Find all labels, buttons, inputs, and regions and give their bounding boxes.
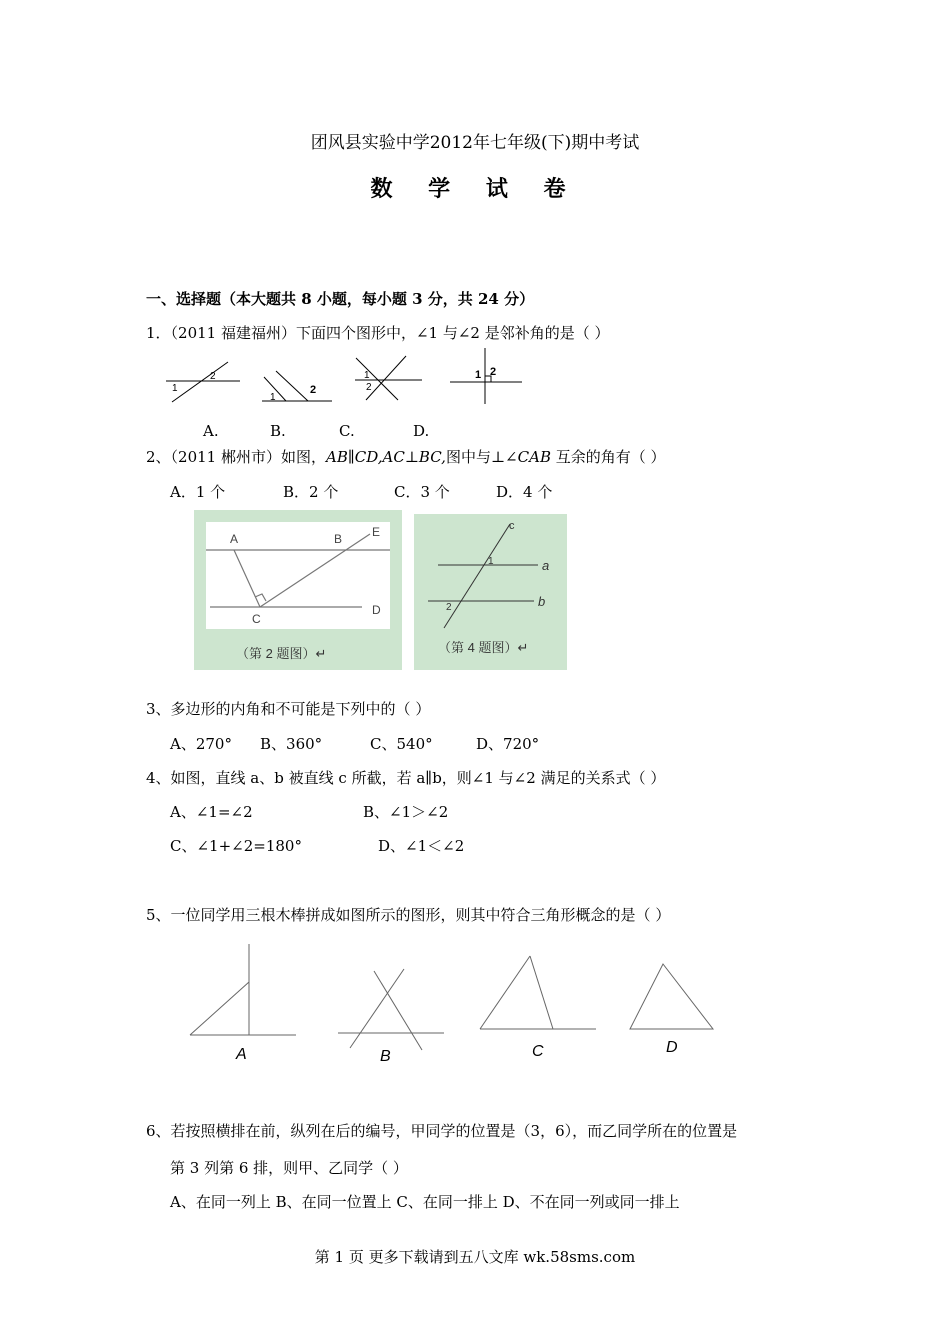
- figure-4-diagram: [414, 514, 567, 670]
- q5-label-a: A: [236, 1046, 247, 1063]
- question-3-text: 3、多边形的内角和不可能是下列中的（ ）: [146, 700, 431, 718]
- q1-a-label-1: 1: [172, 383, 178, 394]
- q3-option-d: D、720°: [476, 735, 540, 753]
- q1-c-label-2: 2: [366, 382, 372, 393]
- svg-text:a: a: [542, 558, 550, 573]
- q2-option-a: A．1 个: [170, 483, 226, 501]
- question-6-line1: 6、若按照横排在前，纵列在后的编号，甲同学的位置是（3，6），而乙同学所在的位置是: [146, 1122, 738, 1140]
- q2-option-c: C．3 个: [394, 483, 450, 501]
- svg-text:1: 1: [488, 556, 494, 567]
- svg-text:（第 2 题图）↵: （第 2 题图）↵: [236, 646, 327, 661]
- q3-option-b: B、360°: [260, 735, 323, 753]
- q1-option-b: B.: [270, 422, 286, 440]
- svg-text:b: b: [538, 594, 546, 609]
- q4-option-c: C、∠1+∠2=180°: [170, 837, 302, 855]
- q1-option-c: C.: [339, 422, 355, 440]
- svg-text:2: 2: [446, 602, 452, 613]
- exam-title: 团风县实验中学2012年七年级(下)期中考试: [310, 133, 640, 153]
- q2-option-d: D．4 个: [496, 483, 553, 501]
- q5-label-c: C: [532, 1043, 544, 1060]
- q1-figure-d: [450, 348, 522, 404]
- svg-text:c: c: [509, 520, 515, 532]
- q1-b-label-1: 1: [270, 392, 276, 403]
- exam-subtitle: 数 学 试 卷: [370, 176, 580, 202]
- q4-option-b: B、∠1＞∠2: [363, 803, 449, 821]
- svg-text:B: B: [334, 532, 343, 546]
- question-6-line2: 第 3 列第 6 排，则甲、乙同学（ ）: [170, 1159, 408, 1177]
- svg-text:E: E: [372, 525, 381, 539]
- svg-text:D: D: [372, 603, 381, 617]
- question-1-text: 1．（2011 福建福州）下面四个图形中，∠1 与∠2 是邻补角的是（ ）: [146, 324, 610, 342]
- q1-a-label-2: 2: [210, 371, 216, 382]
- q1-option-d: D.: [413, 422, 430, 440]
- figure-2-diagram: [194, 510, 402, 670]
- svg-text:（第 4 题图）↵: （第 4 题图）↵: [438, 640, 529, 655]
- question-2-text: 2、（2011 郴州市）如图，AB∥CD,AC⊥BC,图中与⊥∠CAB 互余的角有（ ）: [146, 448, 666, 466]
- question-5-figures: [180, 940, 740, 1070]
- q2-option-b: B．2 个: [283, 483, 339, 501]
- q3-option-a: A、270°: [170, 735, 232, 753]
- q1-d-label-1: 1: [475, 369, 482, 381]
- svg-text:C: C: [252, 612, 261, 626]
- q1-figure-a: [166, 362, 240, 402]
- q1-c-label-1: 1: [364, 370, 370, 381]
- question-4-text: 4、如图，直线 a、b 被直线 c 所截，若 a∥b，则∠1 与∠2 满足的关系式（ ）: [146, 769, 666, 787]
- svg-text:A: A: [230, 532, 239, 546]
- q4-option-a: A、∠1=∠2: [170, 803, 253, 821]
- q5-label-b: B: [380, 1048, 391, 1065]
- section-heading: 一、选择题（本大题共 8 小题，每小题 3 分，共 24 分）: [146, 290, 535, 308]
- q1-option-a: A.: [203, 422, 219, 440]
- q4-option-d: D、∠1＜∠2: [378, 837, 465, 855]
- page-footer: 第 1 页 更多下载请到五八文库 wk.58sms.com: [314, 1248, 636, 1266]
- q1-b-label-2: 2: [310, 384, 317, 396]
- q1-d-label-2: 2: [490, 366, 497, 378]
- question-5-text: 5、一位同学用三根木棒拼成如图所示的图形，则其中符合三角形概念的是（ ）: [146, 906, 671, 924]
- q3-option-c: C、540°: [370, 735, 433, 753]
- q6-options: A、在同一列上 B、在同一位置上 C、在同一排上 D、不在同一列或同一排上: [170, 1193, 680, 1211]
- q5-label-d: D: [666, 1039, 678, 1056]
- figure-4-panel: [414, 514, 567, 670]
- question-1-figures: [160, 344, 540, 406]
- figure-2-panel: [194, 510, 402, 670]
